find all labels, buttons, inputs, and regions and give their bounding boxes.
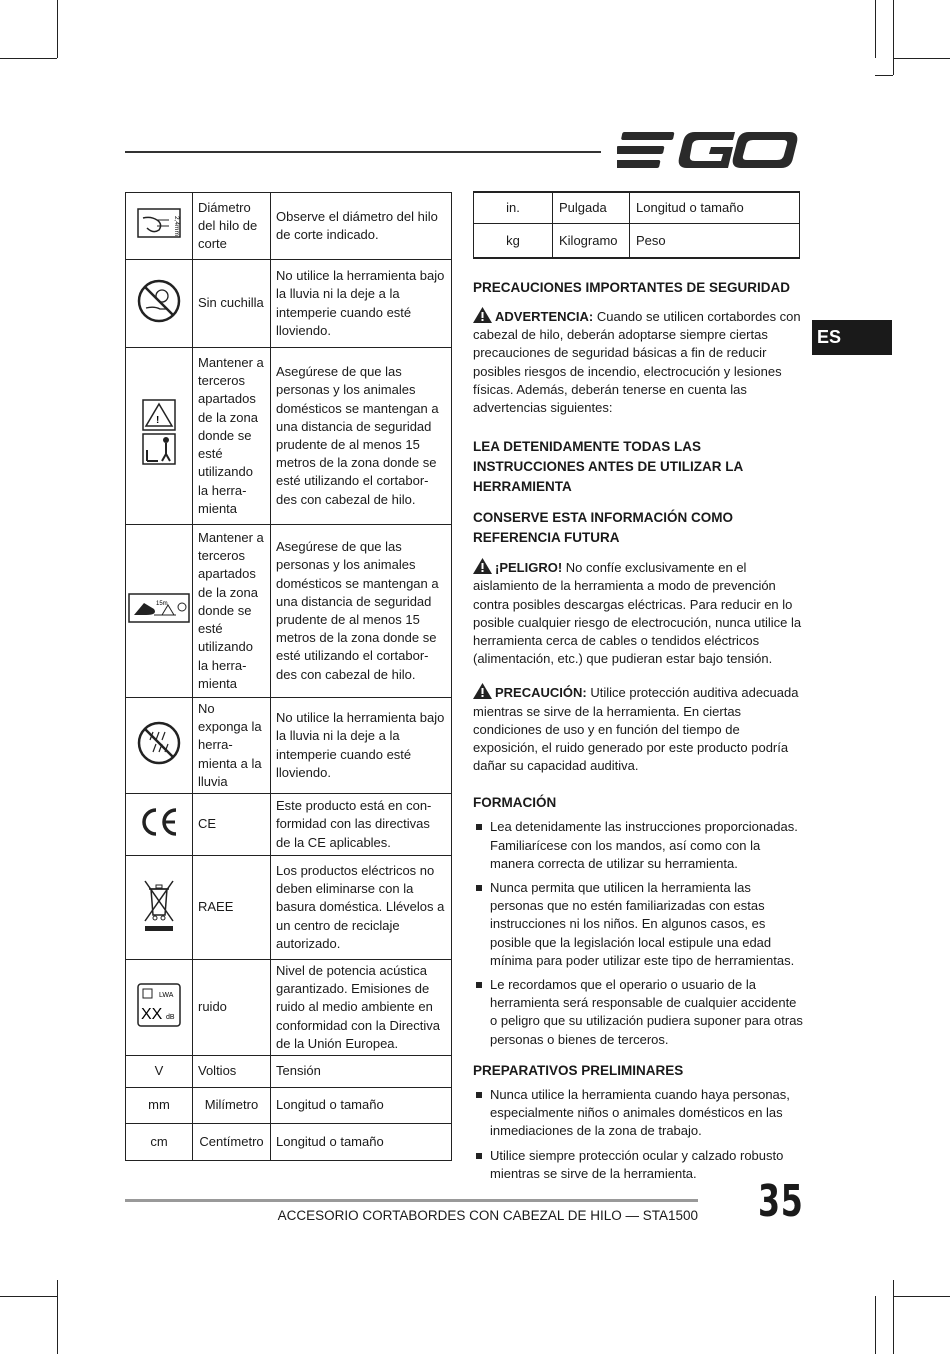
unit-symbol: cm	[126, 1124, 193, 1161]
warning-text: Cuando se utilicen cortabordes con cabezal de hilo, deberán adoptarse siempre ciertas precauciones de seguridad básicas a fin de reducir posibles riesgos de incendio, electrocución y lesiones físicas. Además, deberán tenerse en cuenta las advertencias siguientes:	[473, 309, 801, 416]
crop-mark	[893, 0, 894, 75]
symbol-description: Asegúrese de que las personas y los animales domésticos se mantengan a una distancia de seguridad prudente de al menos 15 metros de la zona donde se esté utilizando el cortabor- des con cabezal de hilo.	[271, 348, 452, 525]
svg-text:!: !	[156, 415, 160, 427]
unit-name: Milímetro	[193, 1088, 271, 1124]
prep-list	[473, 1086, 803, 1183]
warning-label: ADVERTENCIA:	[495, 309, 594, 324]
unit-symbol: kg	[474, 224, 553, 259]
symbol-name: CE	[193, 794, 271, 856]
language-tab: ES	[812, 320, 892, 355]
weee-bin-icon	[142, 877, 176, 933]
line-diameter-icon	[137, 208, 181, 238]
crop-mark	[893, 1280, 894, 1354]
symbol-description: Los productos eléctricos no deben eliminarse con la basura doméstica. Llévelos a un centro de reciclaje autorizado.	[271, 856, 452, 960]
symbol-name: ruido	[193, 960, 271, 1056]
footer-title: ACCESORIO CORTABORDES CON CABEZAL DE HILO — STA1500	[277, 1208, 698, 1223]
crop-mark	[57, 0, 58, 58]
symbol-name: Sin cuchilla	[193, 260, 271, 348]
no-blade-icon	[136, 278, 182, 324]
list-item: Nunca utilice la herramienta cuando haya personas, especialmente niños o animales domésticos en las inmediaciones de la zona de trabajo.	[473, 1086, 803, 1141]
crop-mark	[57, 1280, 58, 1354]
warning-icon	[473, 558, 492, 574]
table-row	[126, 260, 452, 348]
crop-mark	[875, 1296, 876, 1354]
symbol-name: RAEE	[193, 856, 271, 960]
crop-mark	[875, 75, 893, 76]
warning-paragraph	[473, 307, 803, 417]
table-row	[126, 1056, 452, 1088]
unit-name: Pulgada	[553, 192, 630, 224]
crop-mark	[893, 1296, 950, 1297]
list-item: Utilice siempre protección ocular y calzado robusto mientras se sirve de la herramienta.	[473, 1147, 803, 1183]
section-heading: LEA DETENIDAMENTE TODAS LAS INSTRUCCIONES ANTES DE UTILIZAR LA HERRAMIENTA	[473, 439, 743, 495]
list-item: Nunca permita que utilicen la herramienta las personas que no estén familiarizadas con estas instrucciones ni los niños. En algunos casos, es posible que la legislación local estipule una edad mínima para poder utilizar este tipo de herramientas.	[473, 879, 803, 970]
training-list	[473, 818, 803, 1048]
symbol-name: Diámetro del hilo de corte	[193, 193, 271, 260]
svg-text:2,4mm: 2,4mm	[173, 216, 180, 237]
unit-meaning: Longitud o tamaño	[271, 1124, 452, 1161]
table-row	[126, 698, 452, 794]
section-heading: PRECAUCIONES IMPORTANTES DE SEGURIDAD	[473, 280, 791, 295]
svg-text:XX: XX	[141, 1005, 163, 1023]
table-row	[474, 192, 800, 224]
symbol-description: No utilice la herramienta bajo la lluvia ni la deje a la intemperie cuando esté lloviendo.	[271, 260, 452, 348]
page-number: 35	[758, 1176, 804, 1227]
unit-symbol: V	[126, 1056, 193, 1088]
list-item: Lea detenidamente las instrucciones proporcionadas. Familiarícese con los mandos, así como con la manera correcta de utilizar su herramienta.	[473, 818, 803, 873]
unit-meaning: Longitud o tamaño	[630, 192, 800, 224]
table-row	[126, 1124, 452, 1161]
units-table	[473, 191, 800, 259]
ego-logo	[617, 130, 799, 172]
unit-symbol: mm	[126, 1088, 193, 1124]
section-heading: PREPARATIVOS PRELIMINARES	[473, 1062, 684, 1078]
table-row	[126, 193, 452, 260]
unit-meaning: Peso	[630, 224, 800, 259]
safety-section	[473, 278, 803, 1183]
table-row	[474, 224, 800, 259]
caution-label: PRECAUCIÓN:	[495, 685, 587, 701]
svg-text:dB: dB	[166, 1013, 175, 1021]
sound-power-icon	[137, 983, 181, 1027]
table-row	[126, 794, 452, 856]
svg-text:LWA: LWA	[159, 991, 174, 999]
no-rain-icon	[136, 720, 182, 766]
table-row	[126, 960, 452, 1056]
keep-bystanders-away-icon	[139, 398, 179, 468]
caution-paragraph	[473, 683, 803, 775]
safety-distance-icon	[128, 593, 190, 623]
crop-mark	[0, 58, 57, 59]
symbol-name: No exponga la herra- mienta a la lluvia	[193, 698, 271, 794]
symbol-description: Observe el diámetro del hilo de corte indicado.	[271, 193, 452, 260]
crop-mark	[875, 0, 876, 58]
ce-mark-icon	[138, 806, 180, 838]
unit-name: Voltios	[193, 1056, 271, 1088]
danger-label: ¡PELIGRO!	[495, 560, 563, 576]
table-row	[126, 856, 452, 960]
unit-meaning: Tensión	[271, 1056, 452, 1088]
section-heading: FORMACIÓN	[473, 795, 557, 811]
symbol-description: Asegúrese de que las personas y los animales domésticos se mantengan a una distancia de seguridad prudente de al menos 15 metros de la zona donde se esté utilizando el cortabor- des con cabezal de hilo.	[271, 525, 452, 698]
header-rule	[125, 151, 601, 153]
symbols-table	[125, 192, 452, 1161]
caution-text: Utilice protección auditiva adecuada mientras se sirve de la herramienta. En ciertas condiciones de uso y en función del tiempo de exposición, el ruido generado por este producto podría dañar su capacidad auditiva.	[473, 685, 799, 774]
list-item: Le recordamos que el operario o usuario de la herramienta será responsable de cualquier accidente o peligro que su utilización pudiera suponer para otras personas o bienes de terceros.	[473, 976, 803, 1049]
symbol-name: Mantener a terceros apartados de la zona donde se esté utilizando la herra- mienta	[193, 525, 271, 698]
crop-mark	[893, 58, 950, 59]
unit-symbol: in.	[474, 192, 553, 224]
section-heading: CONSERVE ESTA INFORMACIÓN COMO REFERENCIA FUTURA	[473, 510, 734, 546]
footer-rule	[125, 1199, 698, 1202]
symbol-description: Este producto está en con- formidad con las directivas de la CE aplicables.	[271, 794, 452, 856]
table-row	[126, 348, 452, 525]
danger-text: No confíe exclusivamente en el aislamiento de la herramienta a modo de prevención contra posibles descargas eléctricas. Para reducir en lo posible cualquier riesgo de electrocución, nunca utilice la herramienta cerca de cables o tendidos eléctricos (alimentación, etc.) que pudieran estar bajo tensión.	[473, 560, 802, 667]
svg-text:15m: 15m	[156, 601, 168, 608]
warning-icon	[473, 307, 492, 323]
symbol-description: Nivel de potencia acústica garantizado. Emisiones de ruido al medio ambiente en conformidad con la Directiva de la Unión Europea.	[271, 960, 452, 1056]
symbol-description: No utilice la herramienta bajo la lluvia ni la deje a la intemperie cuando esté lloviendo.	[271, 698, 452, 794]
unit-meaning: Longitud o tamaño	[271, 1088, 452, 1124]
crop-mark	[0, 1296, 57, 1297]
table-row	[126, 1088, 452, 1124]
symbol-name: Mantener a terceros apartados de la zona donde se esté utilizando la herra- mienta	[193, 348, 271, 525]
danger-paragraph	[473, 558, 803, 668]
warning-icon	[473, 683, 492, 699]
unit-name: Kilogramo	[553, 224, 630, 259]
table-row	[126, 525, 452, 698]
unit-name: Centímetro	[193, 1124, 271, 1161]
